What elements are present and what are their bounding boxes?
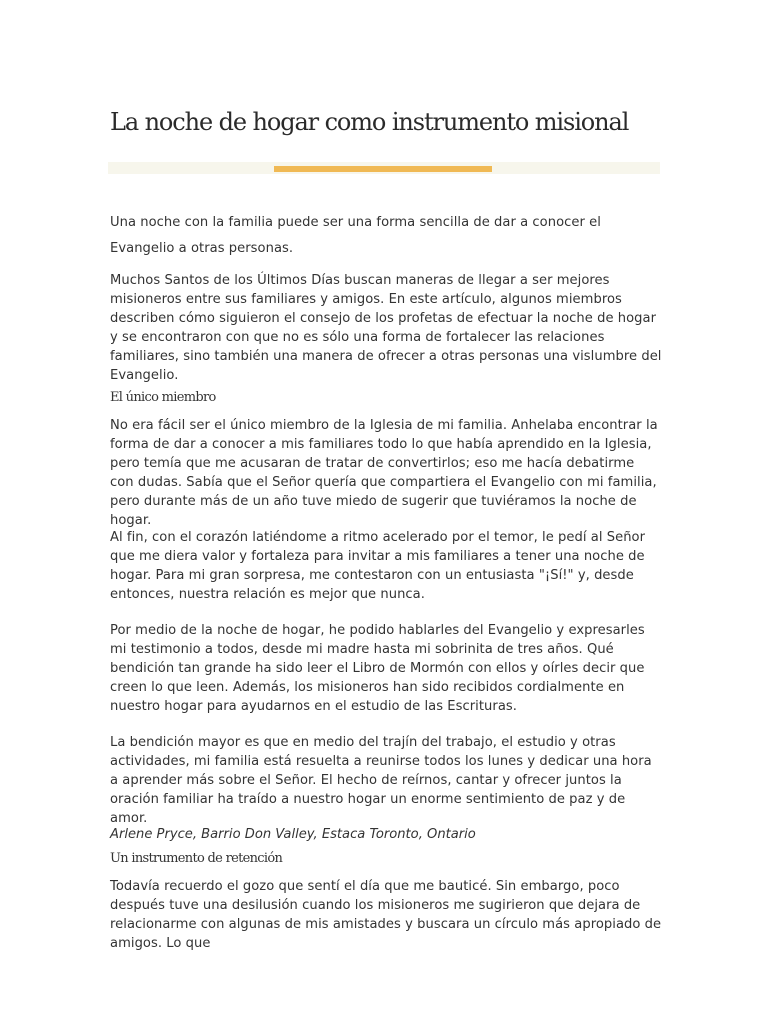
testimony-signature: Arlene Pryce, Barrio Don Valley, Estaca Toronto, Ontario [110,827,476,842]
section-paragraph: Al fin, con el corazón latiéndome a ritmo acelerado por el temor, le pedí al Señor que me diera valor y fortaleza para invitar a mis familiares a tener una noche de hogar. Para mi gran sorpresa, me contestaron con un entusiasta "¡Sí!" y, desde entonces, nuestra relación es mejor que nunca. [110,530,646,602]
article-title: La noche de hogar como instrumento misional [110,108,629,136]
section-paragraph: Todavía recuerdo el gozo que sentí el día que me bauticé. Sin embargo, poco después tuve una desilusión cuando los misioneros me sugirieron que dejara de relacionarme con algunas de mis amistades y buscara un círculo más apropiado de amigos. Lo que [110,879,662,951]
section-heading-instrumento-retencion: Un instrumento de retención [110,851,283,866]
section-paragraph: No era fácil ser el único miembro de la Iglesia de mi familia. Anhelaba encontrar la forma de dar a conocer a mis familiares todo lo que había aprendido en la Iglesia, pero temía que me acusaran de tratar de convertirlos; eso me hacía debatirme con dudas. Sabía que el Señor quería que compartiera el Evangelio con mi familia, pero durante más de un año tuve miedo de sugerir que tuviéramos la noche de hogar. [110,418,658,528]
section-heading-unico-miembro: El único miembro [110,390,216,405]
title-divider-accent [274,166,492,172]
section-paragraph: La bendición mayor es que en medio del trajín del trabajo, el estudio y otras actividades, mi familia está resuelta a reunirse todos los lunes y dedicar una hora a aprender más sobre el Señor. El hecho de reírnos, cantar y ofrecer juntos la oración familiar ha traído a nuestro hogar un enorme sentimiento de paz y de amor. [110,735,652,826]
title-divider [108,162,660,174]
section-paragraph: Por medio de la noche de hogar, he podido hablarles del Evangelio y expresarles mi testimonio a todos, desde mi madre hasta mi sobrinita de tres años. Qué bendición tan grande ha sido leer el Libro de Mormón con ellos y oírles decir que creen lo que leen. Además, los misioneros han sido recibidos cordialmente en nuestro hogar para ayudarnos en el estudio de las Escrituras. [110,623,645,714]
article-intro: Una noche con la familia puede ser una forma sencilla de dar a conocer el Evangelio a otras personas. [110,215,601,256]
article-paragraph: Muchos Santos de los Últimos Días buscan maneras de llegar a ser mejores misioneros entre sus familiares y amigos. En este artículo, algunos miembros describen cómo siguieron el consejo de los profetas de efectuar la noche de hogar y se encontraron con que no es sólo una forma de fortalecer las relaciones familiares, sino también una manera de ofrecer a otras personas una vislumbre del Evangelio. [110,273,662,383]
